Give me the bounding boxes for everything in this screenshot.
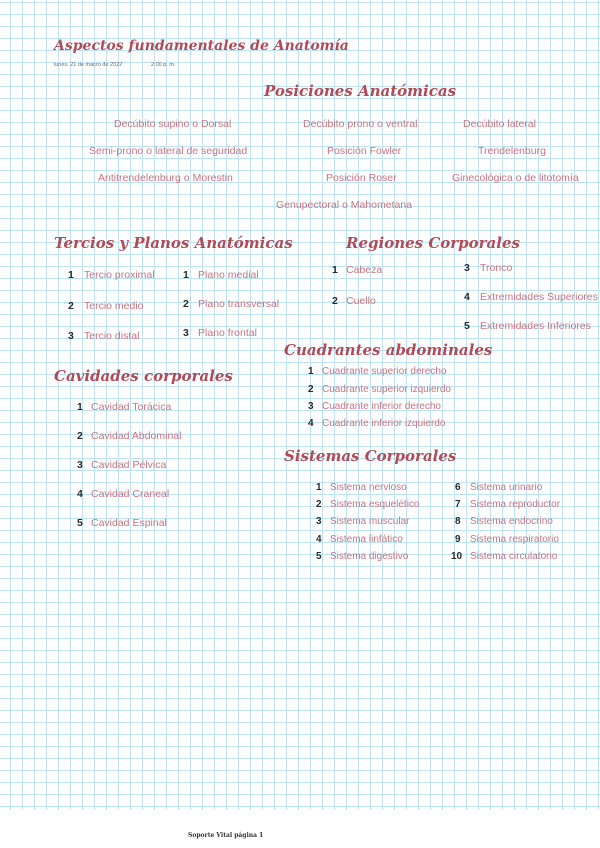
cavidad-item: Cavidad Craneal	[91, 488, 170, 500]
list-number: 5	[77, 517, 83, 529]
list-number: 4	[464, 291, 470, 303]
list-number: 5	[316, 551, 322, 562]
sistema-item: Sistema urinario	[470, 482, 543, 493]
cuadrante-item: Cuadrante superior izquierdo	[322, 384, 451, 395]
list-number: 3	[183, 327, 189, 339]
list-number: 3	[316, 516, 322, 527]
cuadrante-item: Cuadrante inferior derecho	[322, 401, 441, 412]
list-number: 1	[68, 269, 74, 281]
list-number: 2	[332, 295, 338, 307]
list-number: 1	[316, 482, 322, 493]
list-number: 1	[77, 401, 83, 413]
list-number: 10	[451, 551, 463, 562]
sistema-item: Sistema nervioso	[330, 482, 407, 493]
list-number: 3	[308, 401, 314, 412]
region-item: Cuello	[346, 295, 376, 307]
posicion-item: Semi-prono o lateral de seguridad	[89, 145, 248, 157]
cavidad-item: Cavidad Pélvica	[91, 459, 167, 471]
posicion-item: Genupectoral o Mahometana	[276, 199, 413, 211]
list-number: 2	[77, 430, 83, 442]
posicion-item: Ginecológica o de litotomía	[452, 172, 579, 184]
list-number: 9	[455, 534, 461, 545]
plano-item: Plano medial	[198, 269, 259, 281]
region-item: Tronco	[480, 262, 513, 274]
sistema-item: Sistema muscular	[330, 516, 410, 527]
cavidad-item: Cavidad Espinal	[91, 517, 167, 529]
list-number: 2	[68, 300, 74, 312]
tercio-item: Tercio medio	[84, 300, 144, 312]
cuadrante-item: Cuadrante superior derecho	[322, 366, 447, 377]
page-footer: Soporte Vital página 1	[188, 832, 264, 839]
tercio-item: Tercio distal	[84, 330, 140, 342]
sistema-item: Sistema respiratorio	[470, 534, 559, 545]
sistema-item: Sistema circulatorio	[470, 551, 558, 562]
list-number: 3	[68, 330, 74, 342]
list-number: 4	[316, 534, 322, 545]
section-title-regiones: Regiones Corporales	[346, 234, 520, 252]
section-title-cavidades: Cavidades corporales	[54, 367, 233, 385]
list-number: 3	[77, 459, 83, 471]
posicion-item: Decúbito lateral	[463, 118, 536, 130]
posicion-item: Trendelenburg	[478, 145, 546, 157]
sistema-item: Sistema digestivo	[330, 551, 409, 562]
page-title: Aspectos fundamentales de Anatomía	[54, 38, 349, 54]
section-title-tercios: Tercios y Planos Anatómicas	[54, 234, 293, 252]
list-number: 1	[308, 366, 314, 377]
list-number: 2	[316, 499, 322, 510]
section-title-cuadrantes: Cuadrantes abdominales	[284, 341, 493, 359]
list-number: 8	[455, 516, 461, 527]
region-item: Cabeza	[346, 264, 383, 276]
plano-item: Plano transversal	[198, 298, 280, 310]
region-item: Extremidades Inferiores	[480, 320, 591, 332]
cuadrante-item: Cuadrante inferior izquierdo	[322, 418, 446, 429]
cavidad-item: Cavidad Torácica	[91, 401, 172, 413]
region-item: Extremidades Superiores	[480, 291, 598, 303]
posicion-item: Decúbito supino o Dorsal	[114, 118, 232, 130]
list-number: 6	[455, 482, 461, 493]
page-time: 2:00 p. m.	[151, 62, 176, 68]
plano-item: Plano frontal	[198, 327, 257, 339]
posicion-item: Antitrendelenburg o Morestin	[98, 172, 233, 184]
sistema-item: Sistema linfático	[330, 534, 403, 545]
cavidad-item: Cavidad Abdominal	[91, 430, 182, 442]
posicion-item: Decúbito prono o ventral	[303, 118, 418, 130]
list-number: 1	[183, 269, 189, 281]
sistema-item: Sistema esquelético	[330, 499, 420, 510]
list-number: 4	[308, 418, 314, 429]
list-number: 7	[455, 499, 461, 510]
sistema-item: Sistema reproductor	[470, 499, 561, 510]
list-number: 5	[464, 320, 470, 332]
posicion-item: Posición Roser	[326, 172, 397, 184]
list-number: 2	[183, 298, 189, 310]
list-number: 3	[464, 262, 470, 274]
page-date: lunes, 21 de marzo de 2022	[54, 62, 123, 68]
tercio-item: Tercio proximal	[84, 269, 155, 281]
section-title-posiciones: Posiciones Anatómicas	[264, 82, 457, 100]
sistema-item: Sistema endocrino	[470, 516, 553, 527]
list-number: 2	[308, 384, 314, 395]
posicion-item: Posición Fowler	[327, 145, 402, 157]
list-number: 1	[332, 264, 338, 276]
list-number: 4	[77, 488, 83, 500]
section-title-sistemas: Sistemas Corporales	[284, 447, 457, 465]
